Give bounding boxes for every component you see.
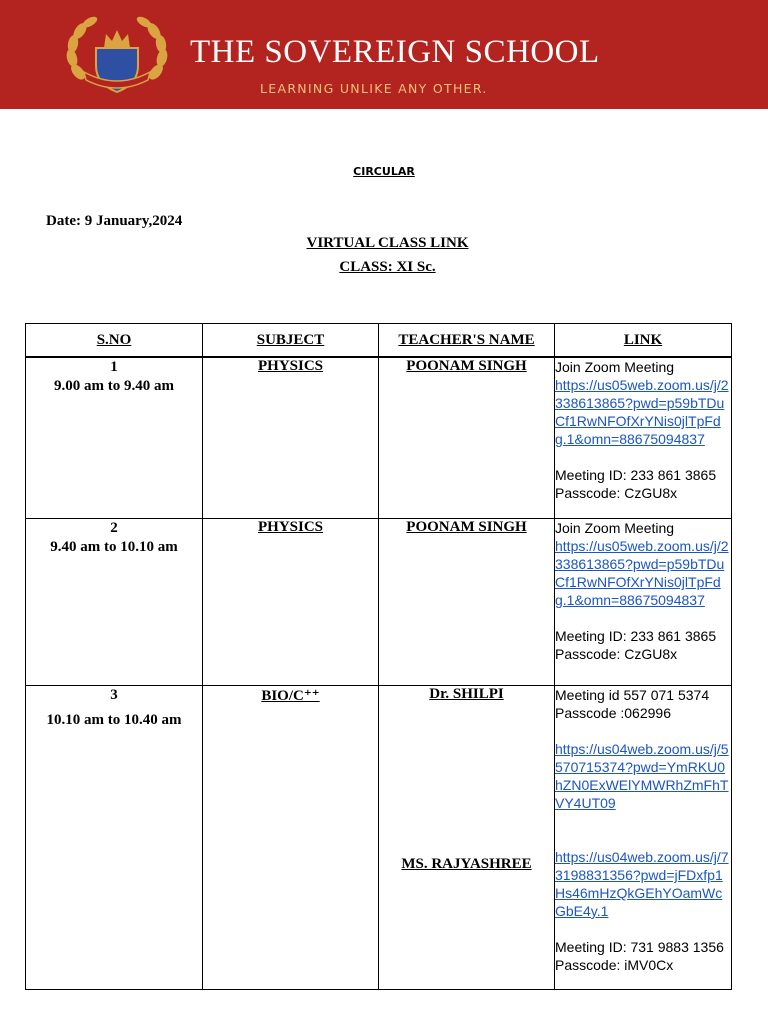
- link-cell: [555, 686, 732, 990]
- table-row: [26, 686, 732, 990]
- sno-cell: [26, 357, 203, 519]
- subject-cell: PHYSICS: [203, 519, 379, 686]
- passcode: Passcode: CzGU8x: [555, 646, 678, 662]
- table-row: [26, 519, 732, 686]
- meeting-id: Meeting ID: 731 9883 1356: [555, 939, 724, 955]
- circular-date: Date: 9 January,2024: [46, 213, 183, 229]
- passcode: Passcode :062996: [555, 705, 671, 721]
- meeting-id: Meeting ID: 233 861 3865: [555, 467, 717, 483]
- circular-heading: CIRCULAR: [353, 165, 415, 178]
- class-schedule-table: [25, 323, 732, 990]
- teacher-name-2: MS. RAJYASHREE: [401, 856, 532, 872]
- passcode: Passcode: iMV0Cx: [555, 957, 674, 973]
- subject-cell: PHYSICS: [203, 357, 379, 519]
- zoom-link[interactable]: https://us04web.zoom.us/j/5570715374?pwd=YmRKU0hZN0ExWElYMWRhZmFhTVY4UT09: [555, 741, 729, 811]
- school-crest-logo: [62, 14, 172, 96]
- meeting-id: Meeting ID: 233 861 3865: [555, 628, 717, 644]
- header-teacher: TEACHER'S NAME: [379, 324, 555, 358]
- time-slot: 9.00 am to 9.40 am: [54, 378, 174, 394]
- link-cell: [555, 357, 732, 519]
- zoom-link[interactable]: https://us05web.zoom.us/j/2338613865?pwd=p59bTDuCf1RwNFOfXrYNis0jlTpFdg.1&omn=88675094837: [555, 538, 729, 608]
- table-row: [26, 357, 732, 519]
- link-cell: [555, 519, 732, 686]
- subject-cell: BIO/C⁺⁺: [203, 686, 379, 990]
- class-label: CLASS: XI Sc.: [339, 259, 436, 275]
- time-slot: 10.10 am to 10.40 am: [46, 712, 182, 728]
- teacher-cell: POONAM SINGH: [379, 519, 555, 686]
- teacher-name-1: Dr. SHILPI: [429, 686, 504, 702]
- passcode: Passcode: CzGU8x: [555, 485, 678, 501]
- sno-cell: [26, 519, 203, 686]
- teacher-cell: [379, 686, 555, 990]
- meeting-id: Meeting id 557 071 5374: [555, 687, 710, 703]
- header-banner: [0, 0, 768, 109]
- serial-number: 1: [110, 359, 118, 375]
- header-link: LINK: [555, 324, 732, 358]
- sno-cell: [26, 686, 203, 990]
- document-title: VIRTUAL CLASS LINK: [306, 235, 469, 251]
- serial-number: 3: [110, 687, 118, 703]
- table-header-row: [26, 324, 732, 358]
- zoom-link[interactable]: https://us04web.zoom.us/j/73198831356?pwd=jFDxfp1Hs46mHzQkGEhYOamWcGbE4y.1: [555, 849, 729, 919]
- school-name: THE SOVEREIGN SCHOOL: [190, 34, 600, 70]
- header-sno: S.NO: [26, 324, 203, 358]
- join-meeting-text: Join Zoom Meeting: [555, 520, 675, 536]
- serial-number: 2: [110, 520, 118, 536]
- teacher-cell: POONAM SINGH: [379, 357, 555, 519]
- school-tagline: LEARNING UNLIKE ANY OTHER.: [260, 81, 488, 96]
- time-slot: 9.40 am to 10.10 am: [50, 539, 178, 555]
- zoom-link[interactable]: https://us05web.zoom.us/j/2338613865?pwd=p59bTDuCf1RwNFOfXrYNis0jlTpFdg.1&omn=88675094837: [555, 377, 729, 447]
- header-subject: SUBJECT: [203, 324, 379, 358]
- join-meeting-text: Join Zoom Meeting: [555, 359, 675, 375]
